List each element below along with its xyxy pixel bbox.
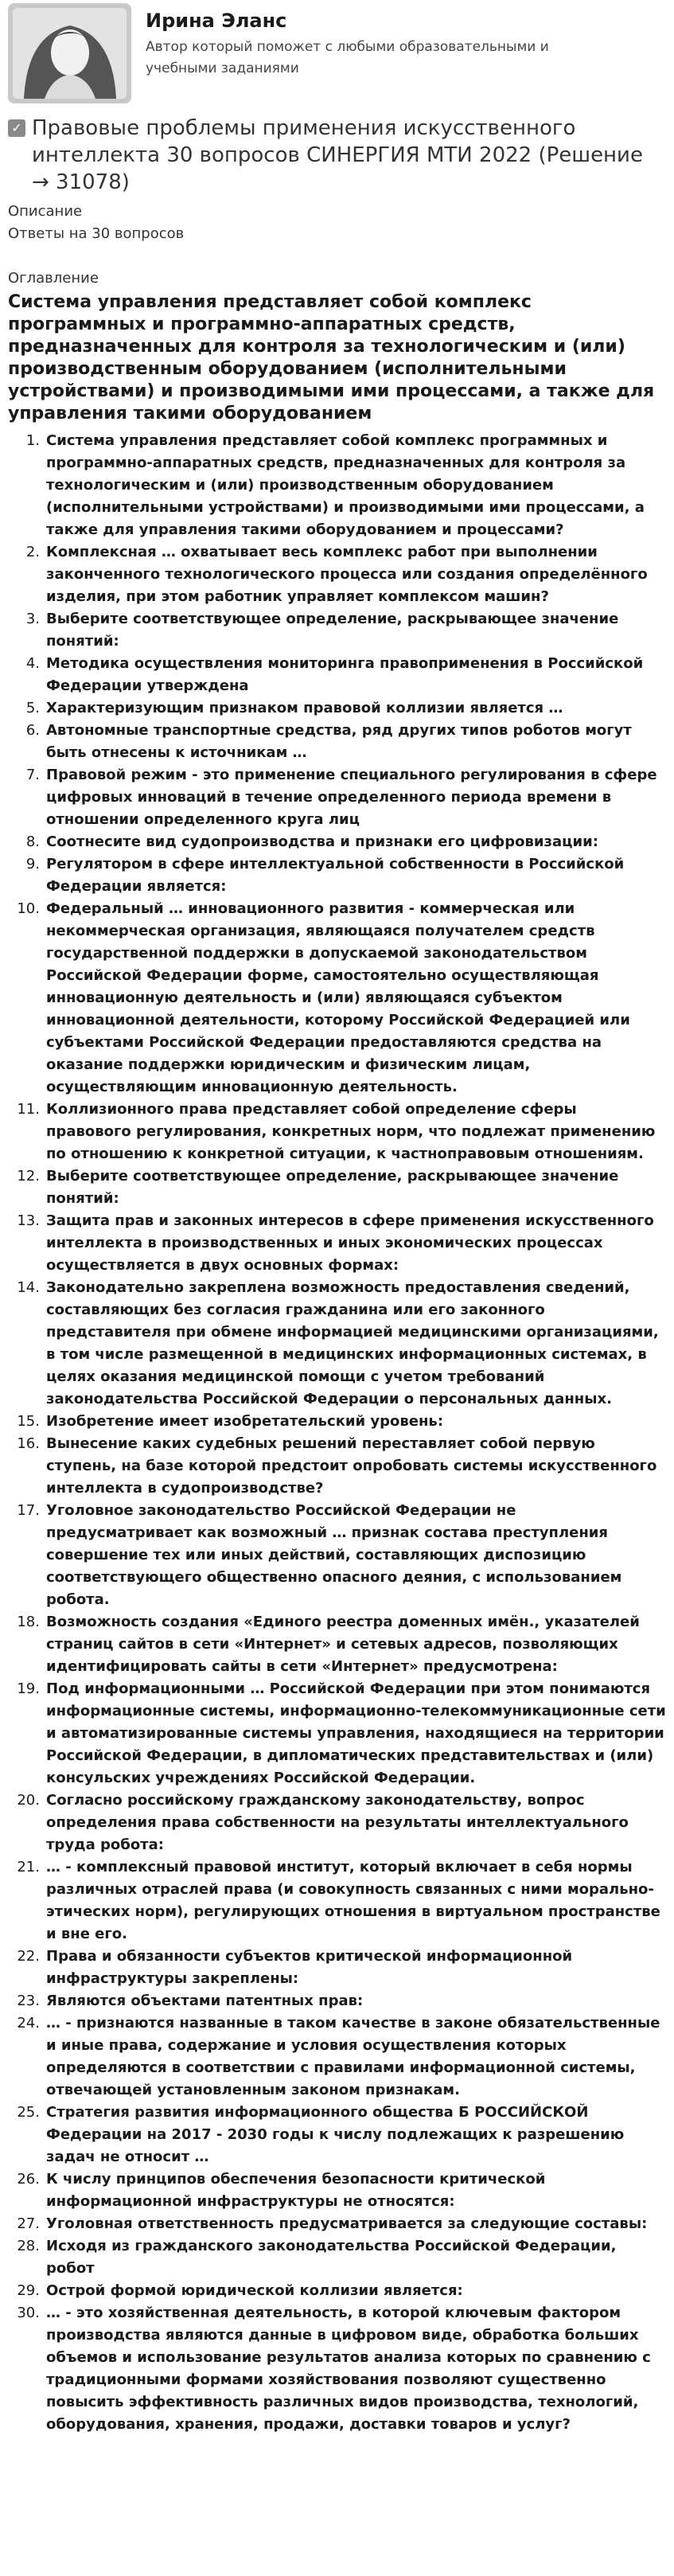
question-item: [8, 653, 666, 697]
question-text: Стратегия развития информационного общества Б РОССИЙСКОЙ Федерации на 2017 - 2030 годы к числу подлежащих к разрешению задач не относит …: [46, 2104, 625, 2165]
question-item: [8, 1790, 666, 1856]
question-text: Под информационными … Российской Федерации при этом понимаются информационные системы, информационно-телекоммуникационные сети и автоматизированные системы управления, находящиеся на территории Российской Федерации, в дипломатических представительствах и (или) консульских учреждениях Российской Федерации.: [46, 1680, 666, 1786]
question-text: Регулятором в сфере интеллектуальной собственности в Российской Федерации является:: [46, 856, 625, 895]
question-item: [8, 831, 666, 853]
question-item: [8, 2213, 666, 2235]
question-item: [8, 1678, 666, 1790]
question-item: [8, 697, 666, 720]
question-item: [8, 1990, 666, 2012]
question-number: 15.: [17, 1413, 40, 1430]
question-number: 29.: [17, 2282, 40, 2299]
question-text: Характеризующим признаком правовой коллизии является …: [46, 700, 563, 716]
question-text: Уголовное законодательство Российской Федерации не предусматривает как возможный … признак состава преступления совершение тех или иных действий, составляющих диспозицию соответствующего общественно опасного деяния, с использованием робота.: [46, 1502, 622, 1608]
question-item: [8, 1611, 666, 1678]
question-item: [8, 1099, 666, 1165]
question-number: 22.: [17, 1948, 40, 1965]
question-text: Методика осуществления мониторинга правоприменения в Российской Федерации утверждена: [46, 655, 644, 694]
description-label: Описание: [8, 203, 83, 220]
question-text: Федеральный … инновационного развития - коммерческая или некоммерческая организация, являющаяся получателем средств государственной поддержки в допускаемой законодательством Российской Федерации форме, самостоятельно осуществляющая инновационную деятельность и (или) являющаяся субъектом инновационной деятельности, которому Российской Федерацией или субъектами Российской Федерации предоставляются средства на оказание поддержки юридическим и физическим лицам, осуществляющим инновационную деятельность.: [46, 900, 630, 1095]
question-item: [8, 2235, 666, 2280]
question-item: [8, 853, 666, 898]
question-item: [8, 2302, 666, 2436]
author-card: [8, 0, 666, 107]
question-text: Выберите соответствующее определение, раскрывающее значение понятий:: [46, 1168, 619, 1207]
question-number: 4.: [25, 655, 40, 672]
question-number: 5.: [25, 700, 40, 716]
question-text: Уголовная ответственность предусматривается за следующие составы:: [46, 2215, 648, 2232]
question-number: 26.: [17, 2171, 40, 2188]
question-item: [8, 2012, 666, 2102]
question-item: [8, 2168, 666, 2213]
question-text: Согласно российскому гражданскому законодательству, вопрос определения права собственности на результаты интеллектуального труда робота:: [46, 1792, 629, 1853]
question-text: … - комплексный правовой институт, который включает в себя нормы различных отраслей права (и совокупность связанных с ними морально-этических норм), регулирующих отношения в виртуальном пространстве и вне его.: [46, 1859, 660, 1942]
question-item: [8, 2102, 666, 2168]
question-text: К числу принципов обеспечения безопасности критической информационной инфраструктуры не относятся:: [46, 2171, 546, 2210]
question-text: Исходя из гражданского законодательства Российской Федерации, робот: [46, 2238, 617, 2277]
question-number: 3.: [25, 611, 40, 627]
author-info: [146, 3, 591, 80]
question-text: … - признаются названные в таком качестве в законе обязательственные и иные права, содержание и условия осуществления которых определяются в соответствии с правилами информационной системы, отвечающей установленным законом признакам.: [46, 2015, 660, 2098]
question-text: Комплексная … охватывает весь комплекс работ при выполнении законченного технологического процесса или создания определённого изделия, при этом работник управляет комплексом машин?: [46, 544, 648, 605]
question-item: [8, 720, 666, 764]
question-number: 7.: [25, 767, 40, 783]
question-item: [8, 1500, 666, 1611]
question-item: [8, 541, 666, 608]
question-list: [8, 430, 666, 2436]
question-number: 13.: [17, 1212, 40, 1229]
question-number: 21.: [17, 1859, 40, 1875]
question-number: 12.: [17, 1168, 40, 1185]
question-text: Правовой режим - это применение специального регулирования в сфере цифровых инноваций в течение определенного периода времени в отношении определенного круга лиц: [46, 767, 657, 828]
author-avatar[interactable]: [8, 3, 131, 103]
question-number: 6.: [25, 722, 40, 739]
question-text: Изобретение имеет изобретательский уровень:: [46, 1413, 444, 1430]
question-item: [8, 1433, 666, 1500]
question-number: 25.: [17, 2104, 40, 2121]
question-text: Являются объектами патентных прав:: [46, 1992, 364, 2009]
question-number: 11.: [17, 1101, 40, 1118]
question-text: Вынесение каких судебных решений переставляет собой первую ступень, на базе которой предстоит опробовать системы искусственного интеллекта в судопроизводстве?: [46, 1435, 657, 1497]
question-item: [8, 2280, 666, 2302]
question-number: 24.: [17, 2015, 40, 2032]
question-item: [8, 1946, 666, 1990]
author-name[interactable]: Ирина Эланс: [146, 10, 287, 32]
question-number: 30.: [17, 2305, 40, 2321]
question-number: 20.: [17, 1792, 40, 1809]
question-number: 17.: [17, 1502, 40, 1519]
question-text: Соотнесите вид судопроизводства и признаки его цифровизации:: [46, 833, 598, 850]
question-number: 8.: [25, 833, 40, 850]
question-text: Возможность создания «Единого реестра доменных имён., указателей страниц сайтов в сети «Интернет» и сетевых адресов, позволяющих идентифицировать сайты в сети «Интернет» предусмотрена:: [46, 1614, 640, 1675]
question-text: … - это хозяйственная деятельность, в которой ключевым фактором производства являются данные в цифровом виде, обработка больших объемов и использование результатов анализа которых по сравнению с традиционными формами хозяйствования позволяют существенно повысить эффективность различных видов производства, технологий, оборудования, хранения, продажи, доставки товаров и услуг?: [46, 2305, 651, 2433]
question-item: [8, 764, 666, 831]
question-item: [8, 1277, 666, 1411]
question-text: Автономные транспортные средства, ряд других типов роботов могут быть отнесены к источникам …: [46, 722, 632, 761]
question-text: Защита прав и законных интересов в сфере применения искусственного интеллекта в производственных и иных экономических процессах осуществляется в двух основных формах:: [46, 1212, 654, 1274]
question-item: [8, 1856, 666, 1946]
question-number: 28.: [17, 2238, 40, 2254]
question-item: [8, 898, 666, 1099]
question-text: Система управления представляет собой комплекс программных и программно-аппаратных средств, предназначенных для контроля за технологическим и (или) производственным оборудованием (исполнительными устройствами) и производимыми ими процессами, а также для управления такими оборудованием и процессами?: [46, 432, 645, 538]
question-number: 1.: [25, 432, 40, 449]
question-text: Коллизионного права представляет собой определение сферы правового регулирования, конкретных норм, что подлежат применению по отношению к конкретной ситуации, к частноправовым отношениям.: [46, 1101, 656, 1162]
question-number: 10.: [17, 900, 40, 917]
toc-heading: Система управления представляет собой комплекс программных и программно-аппаратных средств, предназначенных для контроля за технологическим и (или) производственным оборудованием (исполнительными устройствами) и производимыми ими процессами, а также для управления такими оборудованием: [8, 292, 655, 423]
question-text: Законодательно закреплена возможность предоставления сведений, составляющих без согласия гражданина или его законного представителя при обмене информацией медицинскими организациями, в том числе размещенной в медицинских информационных системах, в целях оказания медицинской помощи с учетом требований законодательства Российской Федерации о персональных данных.: [46, 1279, 659, 1407]
question-number: 27.: [17, 2215, 40, 2232]
listing-title-text: Правовые проблемы применения искусственного интеллекта 30 вопросов СИНЕРГИЯ МТИ 2022 (Решение → 31078): [32, 116, 643, 194]
question-number: 9.: [25, 856, 40, 872]
question-number: 19.: [17, 1680, 40, 1697]
question-item: [8, 430, 666, 541]
question-item: [8, 608, 666, 653]
question-item: [8, 1165, 666, 1210]
question-number: 14.: [17, 1279, 40, 1296]
question-number: 16.: [17, 1435, 40, 1452]
question-text: Права и обязанности субъектов критической информационной инфраструктуры закреплены:: [46, 1948, 573, 1987]
author-bio: Автор который поможет с любыми образовательными и учебными заданиями: [146, 39, 549, 76]
question-number: 23.: [17, 1992, 40, 2009]
check-icon: ✓: [8, 119, 25, 137]
question-item: [8, 1210, 666, 1277]
question-text: Острой формой юридической коллизии является:: [46, 2282, 463, 2299]
question-text: Выберите соответствующее определение, раскрывающее значение понятий:: [46, 611, 619, 650]
description-text: Ответы на 30 вопросов: [8, 225, 185, 242]
listing-title: [8, 115, 666, 196]
question-number: 18.: [17, 1614, 40, 1630]
toc-label: Оглавление: [8, 270, 99, 287]
question-item: [8, 1411, 666, 1433]
question-number: 2.: [25, 544, 40, 560]
